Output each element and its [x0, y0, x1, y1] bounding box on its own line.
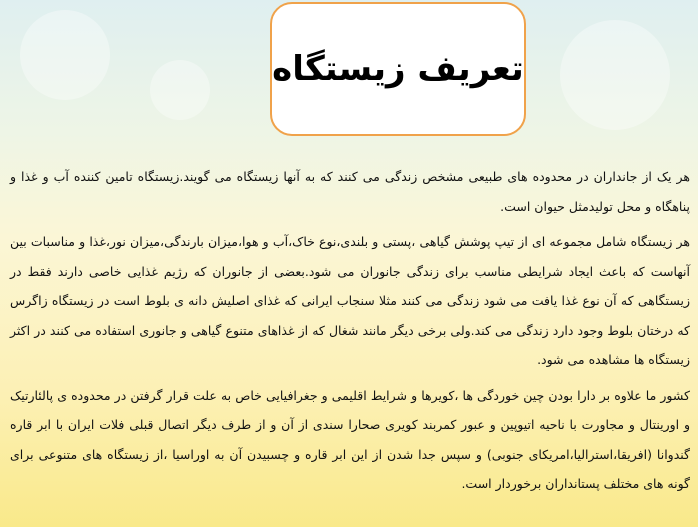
slide-title: تعریف زیستگاه: [272, 49, 524, 89]
slide-title-box: [270, 2, 526, 136]
paragraph-definition: هر یک از جانداران در محدوده های طبیعی مشخص زندگی می کنند که به آنها زیستگاه می گویند.زیستگاه تامین کننده آب و غذا و پناهگاه و محل تولیدمثل حیوان است.: [10, 169, 690, 214]
paragraph-iran-habitats: کشور ما علاوه بر دارا بودن چین خوردگی ها ،کویرها و شرایط اقلیمی و جغرافیایی خاص به علت قرار گرفتن در محدوده ی پالئارتیک و اورینتال و مجاورت با ناحیه اتیوپین و عبور کمربند کویری صحارا سندی از آن و از طرف دیگر اتصال قبلی فلات ایران با ابر قاره گندوانا (افریقا،استرالیا،امریکای جنوبی) و سپس جدا شدن از این ابر قاره و چسبیدن آن به اوراسیا ،از زیستگاه های متنوعی برای گونه های مختلف پستانداران برخوردار است.: [10, 387, 690, 491]
background-bokeh: [560, 20, 670, 130]
slide-body: [10, 162, 690, 505]
paragraph-habitat-components: هر زیستگاه شامل مجموعه ای از تیپ پوشش گیاهی ،پستی و بلندی،نوع خاک،آب و هوا،میزان بارندگی،میزان نور،غذا و مناسبات بین آنهاست که باعث ایجاد شرایطی مناسب برای زندگی جانوران می شود.بعضی از جانوران که رژیم غذایی خاصی دارند فقط در زیستگاهی که آن نوع غذا یافت می شود زندگی می کنند مثلا سنجاب ایرانی که غذای اصلیش دانه ی بلوط است در زیستگاه زاگرس که درختان بلوط وجود دارد زندگی می کند.ولی برخی دیگر مانند شغال که از غذاهای متنوع گیاهی و جانوری استفاده می کنند در اکثر زیستگاه ها مشاهده می شود.: [10, 234, 690, 367]
background-bokeh: [20, 10, 110, 100]
background-bokeh: [150, 60, 210, 120]
